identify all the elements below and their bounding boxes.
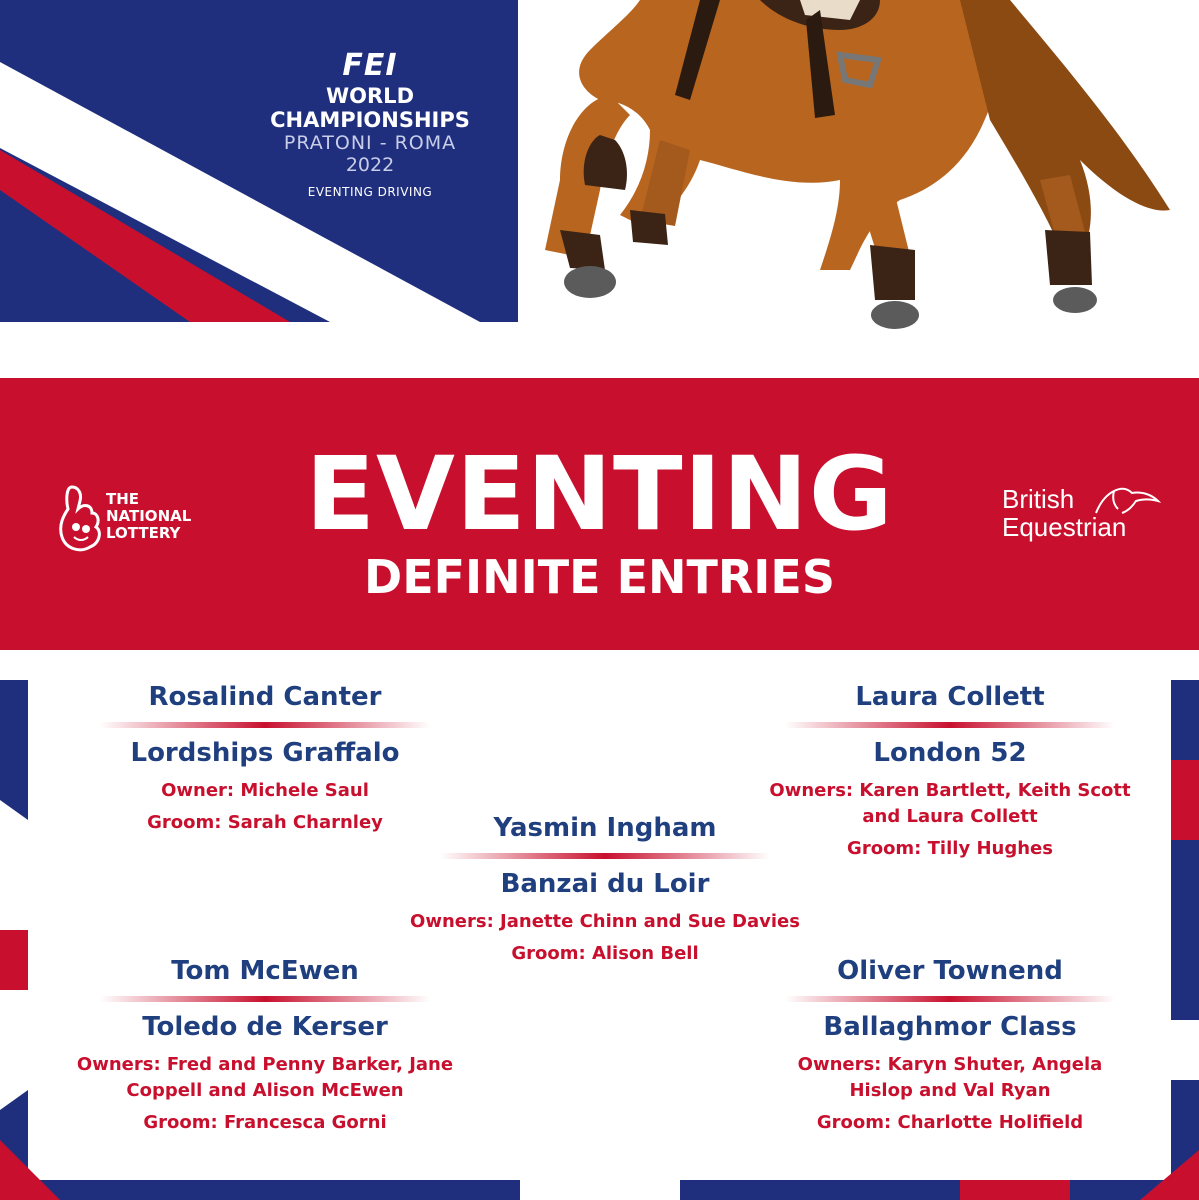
horse-name: Lordships Graffalo bbox=[130, 738, 400, 768]
groom-text: Groom: Alison Bell bbox=[511, 943, 699, 964]
owner-text: Owners: Karyn Shuter, Angela Hislop and Val Ryan bbox=[797, 1054, 1103, 1101]
british-equestrian-logo bbox=[1002, 485, 1172, 555]
groom-text: Groom: Francesca Gorni bbox=[143, 1112, 387, 1133]
national-lottery-logo bbox=[58, 485, 218, 555]
lottery-wordmark bbox=[106, 491, 191, 542]
entry-divider bbox=[785, 722, 1115, 728]
event-title-line2: CHAMPIONSHIPS bbox=[270, 108, 470, 132]
groom-text: Groom: Tilly Hughes bbox=[847, 838, 1053, 859]
lottery-line2: NATIONAL bbox=[106, 507, 192, 525]
be-line1: British bbox=[1002, 484, 1075, 514]
rider-name: Oliver Townend bbox=[837, 956, 1063, 986]
owner-text: Owners: Fred and Penny Barker, Jane Coppell and Alison McEwen bbox=[76, 1054, 454, 1101]
horse-head-icon bbox=[1092, 485, 1162, 519]
rider-name: Yasmin Ingham bbox=[493, 813, 717, 843]
entry-divider bbox=[785, 996, 1115, 1002]
owner-text: Owners: Janette Chinn and Sue Davies bbox=[410, 911, 800, 932]
horse-illustration bbox=[545, 0, 1170, 329]
fei-event-logo bbox=[230, 50, 510, 202]
owner-text: Owners: Karen Bartlett, Keith Scott and Laura Collett bbox=[769, 780, 1131, 827]
entry-divider bbox=[100, 996, 430, 1002]
banner-title: EVENTING bbox=[305, 435, 894, 554]
event-disciplines: EVENTING DRIVING bbox=[307, 185, 433, 199]
entry-card bbox=[765, 956, 1135, 1136]
be-line2: Equestrian bbox=[1002, 512, 1127, 542]
rider-name: Rosalind Canter bbox=[148, 682, 382, 712]
horse-name: Toledo de Kerser bbox=[142, 1012, 388, 1042]
rider-name: Tom McEwen bbox=[171, 956, 359, 986]
owner-text: Owner: Michele Saul bbox=[161, 780, 369, 801]
lottery-line3: LOTTERY bbox=[106, 524, 181, 542]
event-title-line1: WORLD bbox=[326, 84, 414, 108]
fei-logo-text: FEI bbox=[342, 48, 398, 83]
horse-name: Ballaghmor Class bbox=[823, 1012, 1077, 1042]
horse-name: London 52 bbox=[873, 738, 1027, 768]
rider-name: Laura Collett bbox=[855, 682, 1045, 712]
event-year: 2022 bbox=[345, 154, 395, 176]
event-location: PRATONI - ROMA bbox=[283, 132, 457, 154]
crossed-fingers-icon bbox=[58, 485, 104, 555]
entry-card bbox=[70, 956, 460, 1136]
entry-divider bbox=[100, 722, 430, 728]
entry-divider bbox=[440, 853, 770, 859]
horse-name: Banzai du Loir bbox=[500, 869, 710, 899]
groom-text: Groom: Charlotte Holifield bbox=[816, 1112, 1084, 1133]
entry-card bbox=[385, 813, 825, 967]
groom-text: Groom: Sarah Charnley bbox=[147, 812, 383, 833]
banner-subtitle: DEFINITE ENTRIES bbox=[364, 550, 835, 604]
lottery-line1: THE bbox=[106, 490, 140, 508]
